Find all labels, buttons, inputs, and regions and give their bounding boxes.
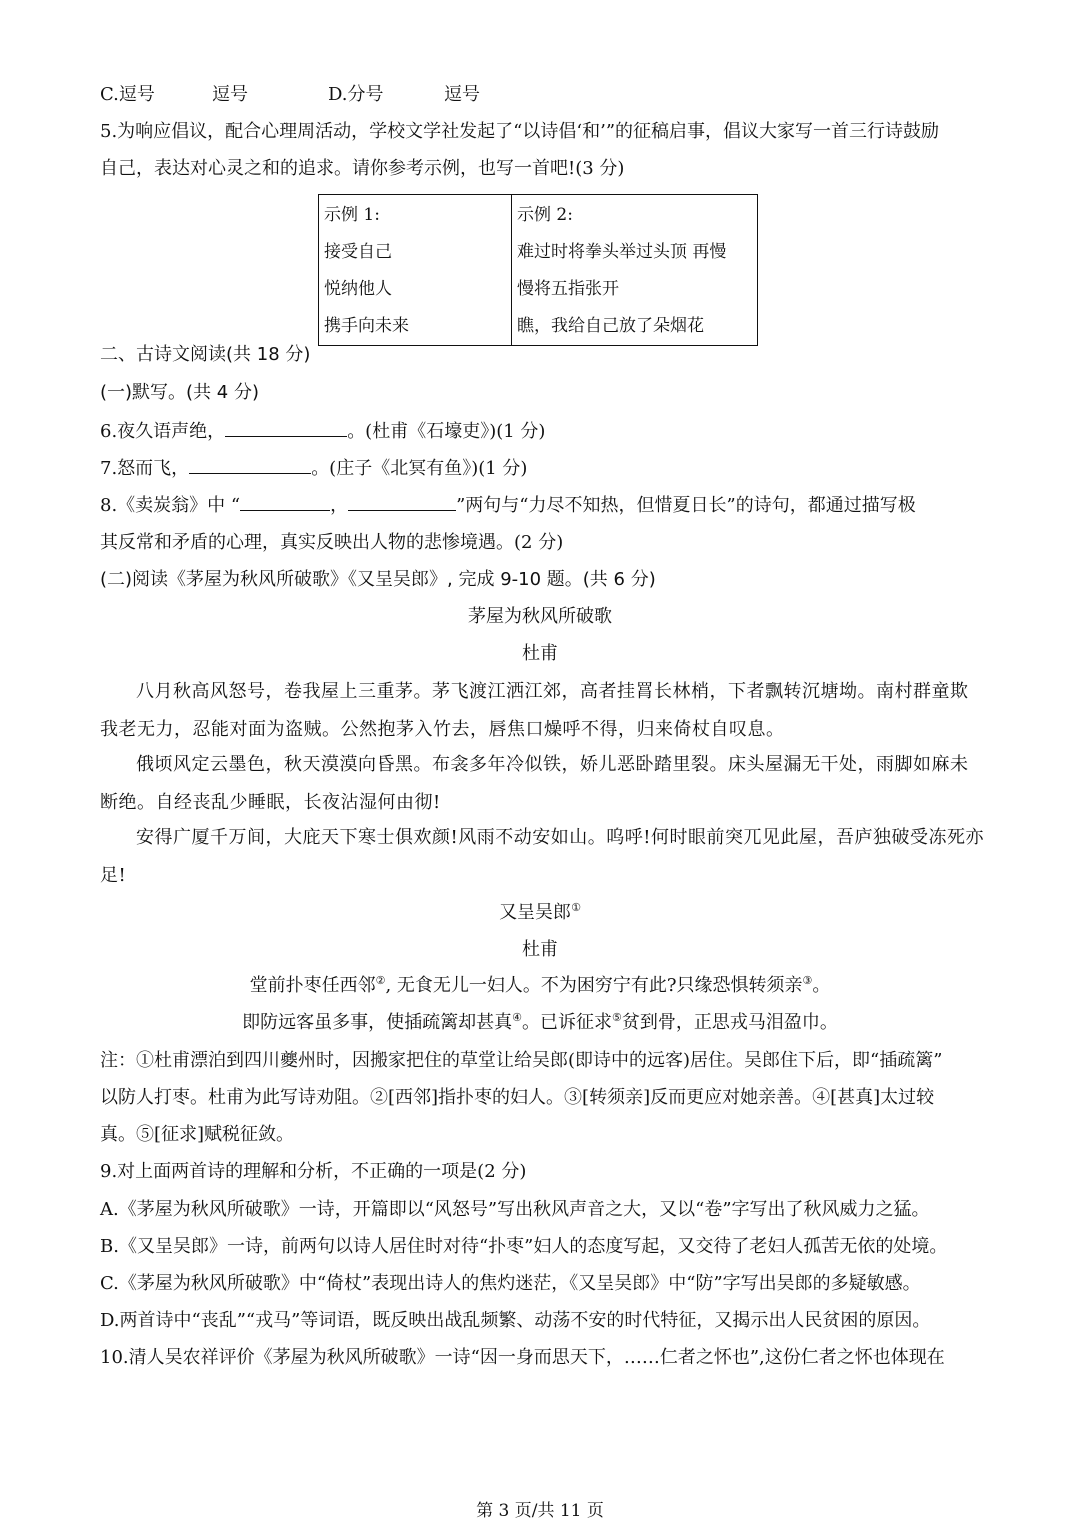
q8-mid: ， (330, 495, 349, 516)
subsection-1-heading: (一)默写。(共 4 分) (100, 382, 259, 403)
option-d: D.分号 (328, 84, 384, 105)
q5-line1: 5.为响应倡议，配合心理周活动，学校文学社发起了“以诗倡‘和’”的征稿启事，倡议大家写一首三行诗鼓励 (100, 121, 940, 142)
example-2-line: 慢将五指张开 (517, 279, 619, 299)
poem2-text: 。已诉征求 (522, 1012, 612, 1033)
footnote-marker: ⑤ (612, 1011, 622, 1024)
poem2-text: , 无食无儿一妇人。不为困穷宁有此?只缘恐惧转须亲 (385, 975, 803, 996)
q8-after: ”两句与“力尽不知热，但惜夏日长”的诗句，都通过描写极 (456, 495, 916, 516)
page-footer: 第 3 页/共 11 页 (476, 1501, 604, 1521)
q8-line1 (100, 492, 990, 519)
notes-line-3: 真。⑤[征求]赋税征敛。 (100, 1124, 295, 1145)
q4-options (100, 82, 990, 108)
poem1-author: 杜甫 (522, 643, 558, 664)
poem1-paragraph-3: 安得广厦千万间，大庇天下寒士俱欢颜!风雨不动安如山。呜呼!何时眼前突兀见此屋，吾庐独破受冻死亦足! (100, 827, 984, 886)
poem2-title-text: 又呈吴郎 (499, 902, 572, 923)
q8-before: 8.《卖炭翁》中 “ (100, 495, 241, 516)
q9-option-b: B.《又呈吴郎》一诗，前两句以诗人居住时对待“扑枣”妇人的态度写起，又交待了老妇人孤苦无依的处境。 (100, 1236, 948, 1257)
notes-line-1: 注：①杜甫漂泊到四川夔州时，因搬家把住的草堂让给吴郎(即诗中的远客)居住。吴郎住下后，即“插疏篱” (100, 1050, 943, 1071)
q6-after: 。(杜甫《石壕吏》)(1 分) (347, 421, 546, 442)
poem2-text: 堂前扑枣任西邻 (249, 975, 376, 996)
q10-stem: 10.清人吴农祥评价《茅屋为秋风所破歌》一诗“因一身而思天下，……仁者之怀也”,这份仁者之怀也体现在 (100, 1347, 945, 1368)
q8-answer-blank-2[interactable] (348, 492, 456, 511)
q7 (100, 455, 990, 482)
q7-after: 。(庄子《北冥有鱼》)(1 分) (311, 458, 528, 479)
footnote-marker: ② (375, 974, 386, 987)
footnote-marker: ④ (512, 1011, 522, 1024)
footnote-marker: ① (571, 901, 581, 914)
poem1-paragraph-1: 八月秋高风怒号，卷我屋上三重茅。茅飞渡江洒江郊，高者挂罥长林梢，下者飘转沉塘坳。南村群童欺我老无力，忍能对面为盗贼。公然抱茅入竹去，唇焦口燥呼不得，归来倚杖自叹息。 (100, 681, 969, 740)
notes-line-2: 以防人打枣。杜甫为此写诗劝阻。②[西邻]指扑枣的妇人。③[转须亲]反而更应对她亲善。④[甚真]太过较 (100, 1087, 935, 1108)
option-c: C.逗号 (100, 84, 155, 105)
example-1-line: 携手向未来 (324, 316, 409, 336)
poem2-text: 贫到骨，正思戎马泪盈巾。 (621, 1012, 838, 1033)
example-2-cell (512, 195, 758, 346)
q7-answer-blank[interactable] (189, 455, 311, 474)
poem1-paragraph-2: 俄顷风定云墨色，秋天漠漠向昏黑。布衾多年冷似铁，娇儿恶卧踏里裂。床头屋漏无干处，雨脚如麻未断绝。自经丧乱少睡眠，长夜沾湿何由彻! (100, 754, 969, 813)
example-1-line: 接受自己 (324, 242, 392, 262)
q9-option-d: D.两首诗中“丧乱”“戎马”等词语，既反映出战乱频繁、动荡不安的时代特征，又揭示出人民贫困的原因。 (100, 1310, 931, 1331)
example-1-line: 悦纳他人 (324, 279, 392, 299)
poem2-title (0, 900, 1080, 926)
poem2-author: 杜甫 (522, 939, 558, 960)
q7-before: 7.怒而飞， (100, 458, 190, 479)
poem2-text: 。 (812, 975, 831, 996)
poem2-line-1 (0, 973, 1080, 999)
q9-stem: 9.对上面两首诗的理解和分析，不正确的一项是(2 分) (100, 1161, 527, 1182)
poem2-line-2 (0, 1010, 1080, 1036)
option-d-second: 逗号 (444, 84, 480, 105)
q8-line2: 其反常和矛盾的心理，真实反映出人物的悲惨境遇。(2 分) (100, 532, 564, 553)
option-c-second: 逗号 (212, 84, 248, 105)
q6-before: 6.夜久语声绝， (100, 421, 226, 442)
section-heading: 二、古诗文阅读(共 18 分) (100, 344, 311, 365)
example-1-title: 示例 1: (324, 205, 380, 225)
q6-answer-blank[interactable] (225, 418, 347, 437)
subsection-2-heading: (二)阅读《茅屋为秋风所破歌》《又呈吴郎》, 完成 9-10 题。(共 6 分) (100, 569, 656, 590)
q5-line2: 自己，表达对心灵之和的追求。请你参考示例，也写一首吧!(3 分) (100, 158, 625, 179)
q5-example-table (318, 194, 758, 346)
poem1-title: 茅屋为秋风所破歌 (468, 606, 612, 627)
q9-option-a: A.《茅屋为秋风所破歌》一诗，开篇即以“风怒号”写出秋风声音之大，又以“卷”字写出了秋风威力之猛。 (100, 1199, 930, 1220)
poem2-text: 即防远客虽多事，使插疏篱却甚真 (242, 1012, 513, 1033)
example-1-cell (319, 195, 512, 346)
q9-option-c: C.《茅屋为秋风所破歌》中“倚杖”表现出诗人的焦灼迷茫，《又呈吴郎》中“防”字写出吴郎的多疑敏感。 (100, 1273, 921, 1294)
example-2-line: 难过时将拳头举过头顶 再慢 (517, 242, 727, 262)
example-2-line: 瞧，我给自己放了朵烟花 (517, 316, 704, 336)
q6 (100, 418, 990, 445)
example-2-title: 示例 2: (517, 205, 573, 225)
footnote-marker: ③ (802, 974, 813, 987)
q8-answer-blank-1[interactable] (240, 492, 330, 511)
